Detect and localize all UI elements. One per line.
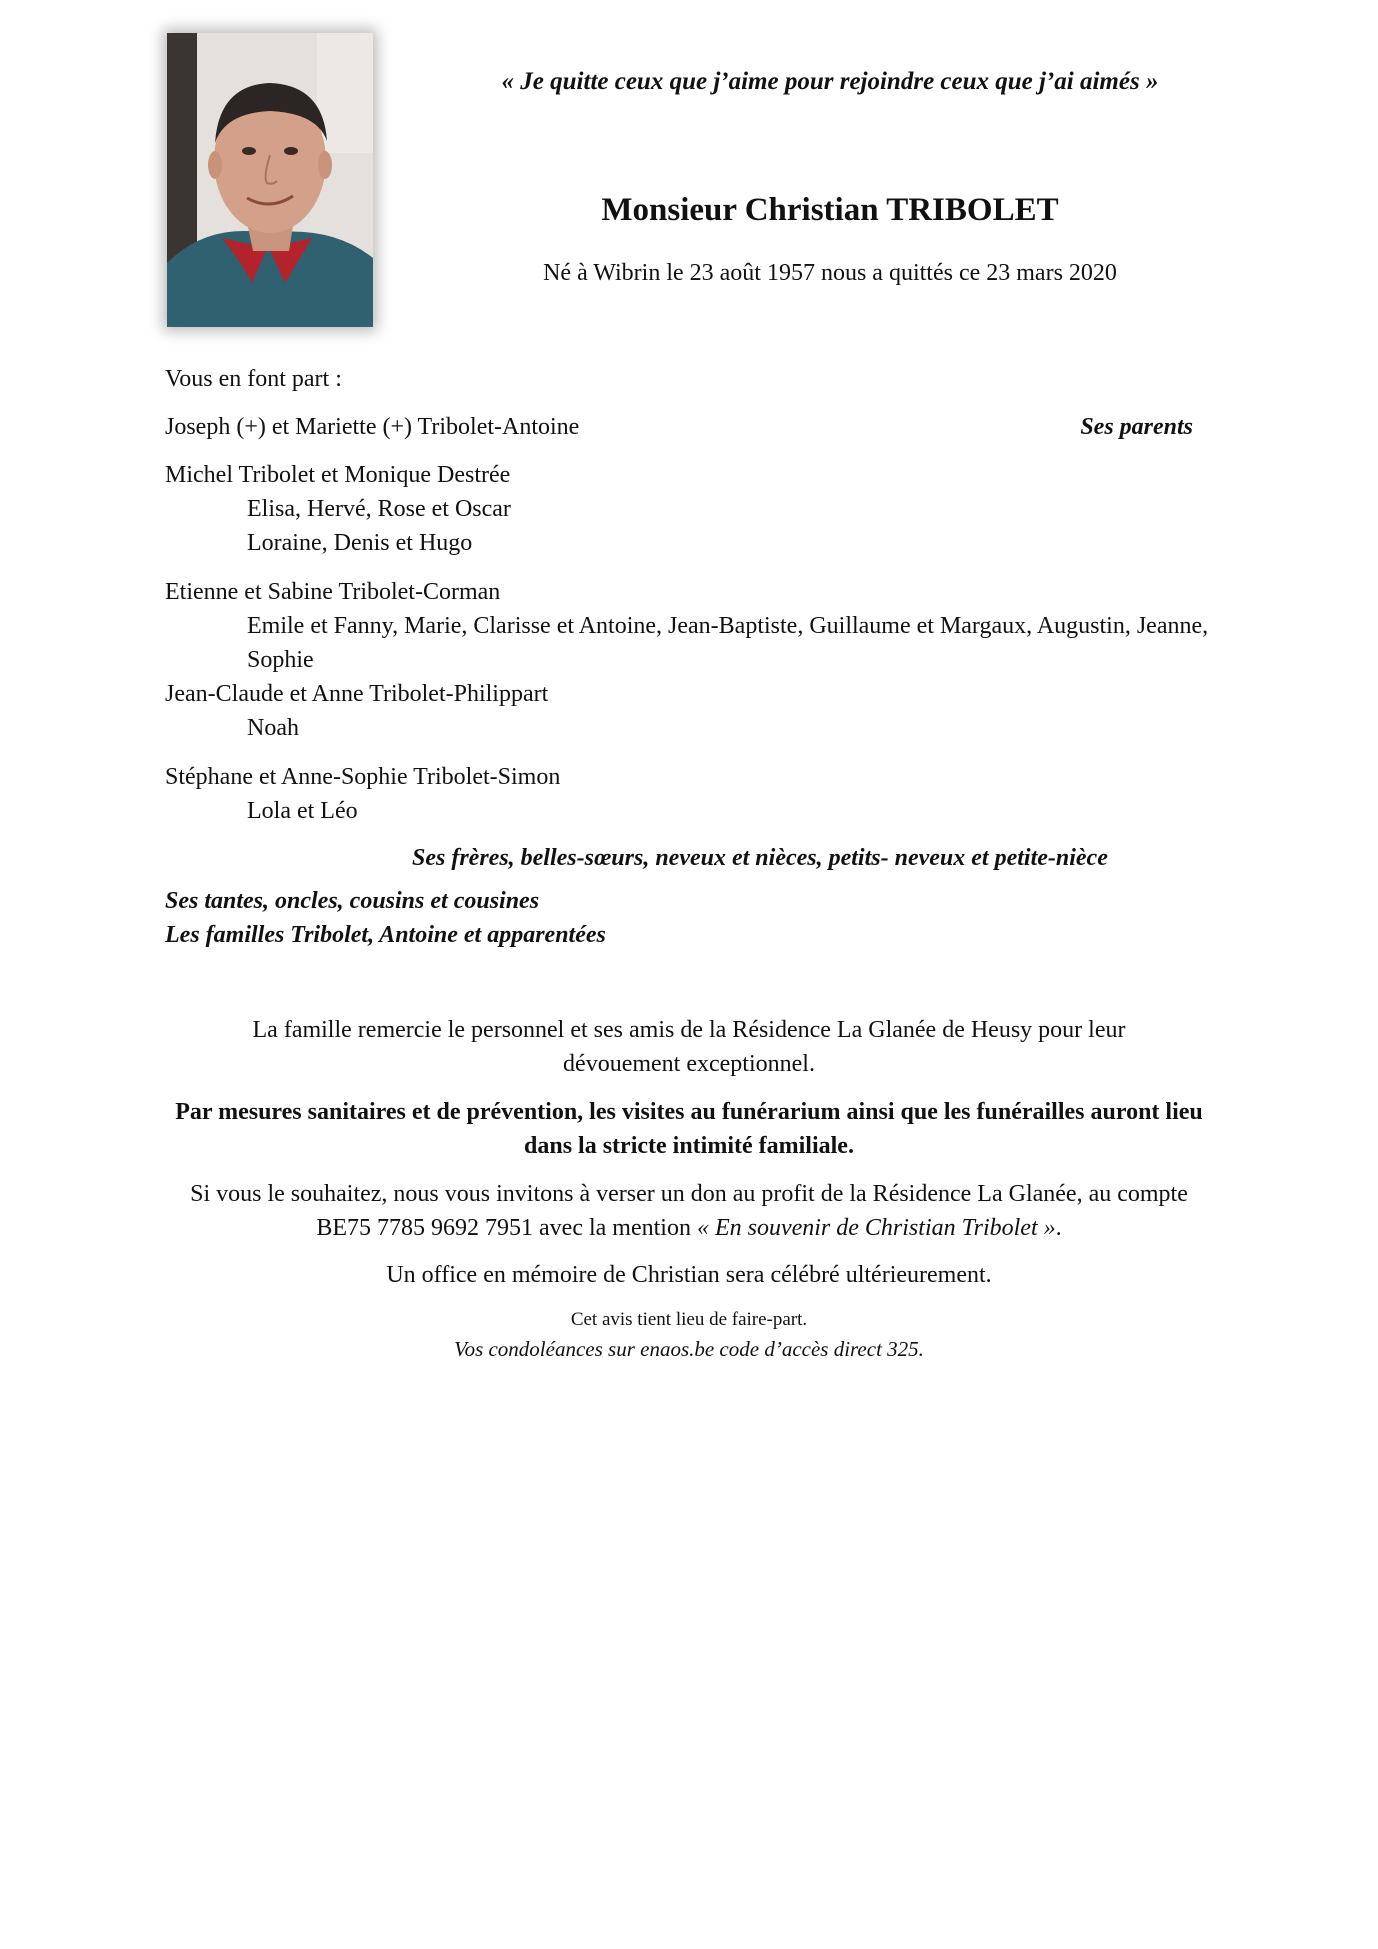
siblings-label: Ses frères, belles-sœurs, neveux et nièces, petits- neveux et petite-nièce: [412, 845, 1108, 871]
portrait-photo: [167, 33, 373, 327]
birth-death-line: Né à Wibrin le 23 août 1957 nous a quittés ce 23 mars 2020: [543, 260, 1117, 286]
sibling-2: Etienne et Sabine Tribolet-Corman: [165, 579, 501, 605]
donation-text: Si vous le souhaitez, nous vous invitons à verser un don au profit de la Résidence La Glanée, au compte BE75 7785 9692 7951 avec la mention: [190, 1181, 1188, 1241]
sibling-4-children: Lola et Léo: [247, 798, 358, 824]
extended-family-2: Les familles Tribolet, Antoine et apparentées: [165, 922, 606, 948]
portrait-image: [167, 33, 373, 327]
sibling-4: Stéphane et Anne-Sophie Tribolet-Simon: [165, 764, 561, 790]
sibling-2-children: Emile et Fanny, Marie, Clarisse et Antoine, Jean-Baptiste, Guillaume et Margaux, Augustin, Jeanne, Sophie: [247, 613, 1209, 673]
parents-names: Joseph (+) et Mariette (+) Tribolet-Antoine: [165, 414, 580, 440]
donation-mention: « En souvenir de Christian Tribolet »: [696, 1215, 1056, 1241]
sibling-1: Michel Tribolet et Monique Destrée: [165, 462, 511, 488]
sanitary-notice: Par mesures sanitaires et de prévention, les visites au funérarium ainsi que les funérailles auront lieu dans la stricte intimité familiale.: [175, 1099, 1203, 1159]
faire-part-notice: Cet avis tient lieu de faire-part.: [570, 1309, 808, 1330]
sibling-3: Jean-Claude et Anne Tribolet-Philippart: [165, 681, 549, 707]
epitaph-quote: « Je quitte ceux que j’aime pour rejoindre ceux que j’ai aimés »: [501, 68, 1159, 95]
extended-family-1: Ses tantes, oncles, cousins et cousines: [165, 888, 540, 914]
sibling-3-children: Noah: [247, 715, 299, 741]
thanks-notice: La famille remercie le personnel et ses amis de la Résidence La Glanée de Heusy pour leur dévouement exceptionnel.: [252, 1017, 1126, 1077]
condolences-notice: Vos condoléances sur enaos.be code d’accès direct 325.: [454, 1337, 924, 1361]
family-intro: Vous en font part :: [165, 366, 342, 392]
sibling-1-children-a: Elisa, Hervé, Rose et Oscar: [247, 496, 511, 522]
parents-label: Ses parents: [1080, 414, 1193, 440]
donation-end: .: [1055, 1215, 1062, 1241]
donation-notice: [190, 1177, 1188, 1245]
sibling-1-children-b: Loraine, Denis et Hugo: [247, 530, 473, 556]
office-notice: Un office en mémoire de Christian sera célébré ultérieurement.: [386, 1262, 992, 1288]
deceased-name: Monsieur Christian TRIBOLET: [601, 192, 1059, 228]
